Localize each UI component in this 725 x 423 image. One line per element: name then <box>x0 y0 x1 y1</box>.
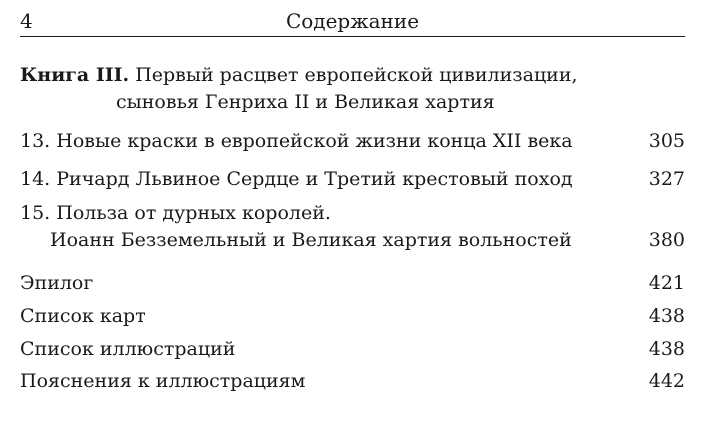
toc-entry-title: Эпилог <box>20 272 94 294</box>
toc-entry-page: 438 <box>648 338 685 360</box>
book-label: Книга III. <box>20 64 130 86</box>
toc-entry-list-of-maps[interactable] <box>20 303 685 330</box>
book-title-line1: Первый расцвет европейской цивилизации, <box>135 64 578 86</box>
toc-entry-chapter-15[interactable] <box>20 200 685 254</box>
toc-entry-title: 13. Новые краски в европейской жизни конца XII века <box>20 130 573 152</box>
toc-entry-title: Пояснения к иллюстрациям <box>20 370 306 392</box>
toc-entry-page: 442 <box>648 370 685 392</box>
toc-entry-title: Список иллюстраций <box>20 338 236 360</box>
book-title-line2: сыновья Генриха II и Великая хартия <box>116 91 495 113</box>
toc-entry-chapter-14[interactable] <box>20 166 685 193</box>
page-number: 4 <box>20 9 33 33</box>
toc-entry-page: 327 <box>648 168 685 190</box>
toc-entry-page: 305 <box>648 130 685 152</box>
toc-entry-list-of-illustrations[interactable] <box>20 336 685 363</box>
book-heading-line1 <box>20 62 685 89</box>
toc-entry-title-line1: 15. Польза от дурных королей. <box>20 202 331 224</box>
toc-entry-epilogue[interactable] <box>20 270 685 297</box>
header-rule <box>20 36 685 37</box>
toc-entry-chapter-13[interactable] <box>20 128 685 155</box>
toc-entry-page: 380 <box>648 229 685 251</box>
book-heading <box>20 62 685 116</box>
toc-entry-page: 421 <box>648 272 685 294</box>
toc-entry-title: 14. Ричард Львиное Сердце и Третий крестовый поход <box>20 168 573 190</box>
page-header <box>20 6 685 36</box>
toc-entry-illustration-notes[interactable] <box>20 368 685 395</box>
running-title: Содержание <box>285 9 420 33</box>
toc-entry-page: 438 <box>648 305 685 327</box>
toc-entry-title-line2: Иоанн Безземельный и Великая хартия вольностей <box>50 229 572 251</box>
toc-entry-title: Список карт <box>20 305 146 327</box>
